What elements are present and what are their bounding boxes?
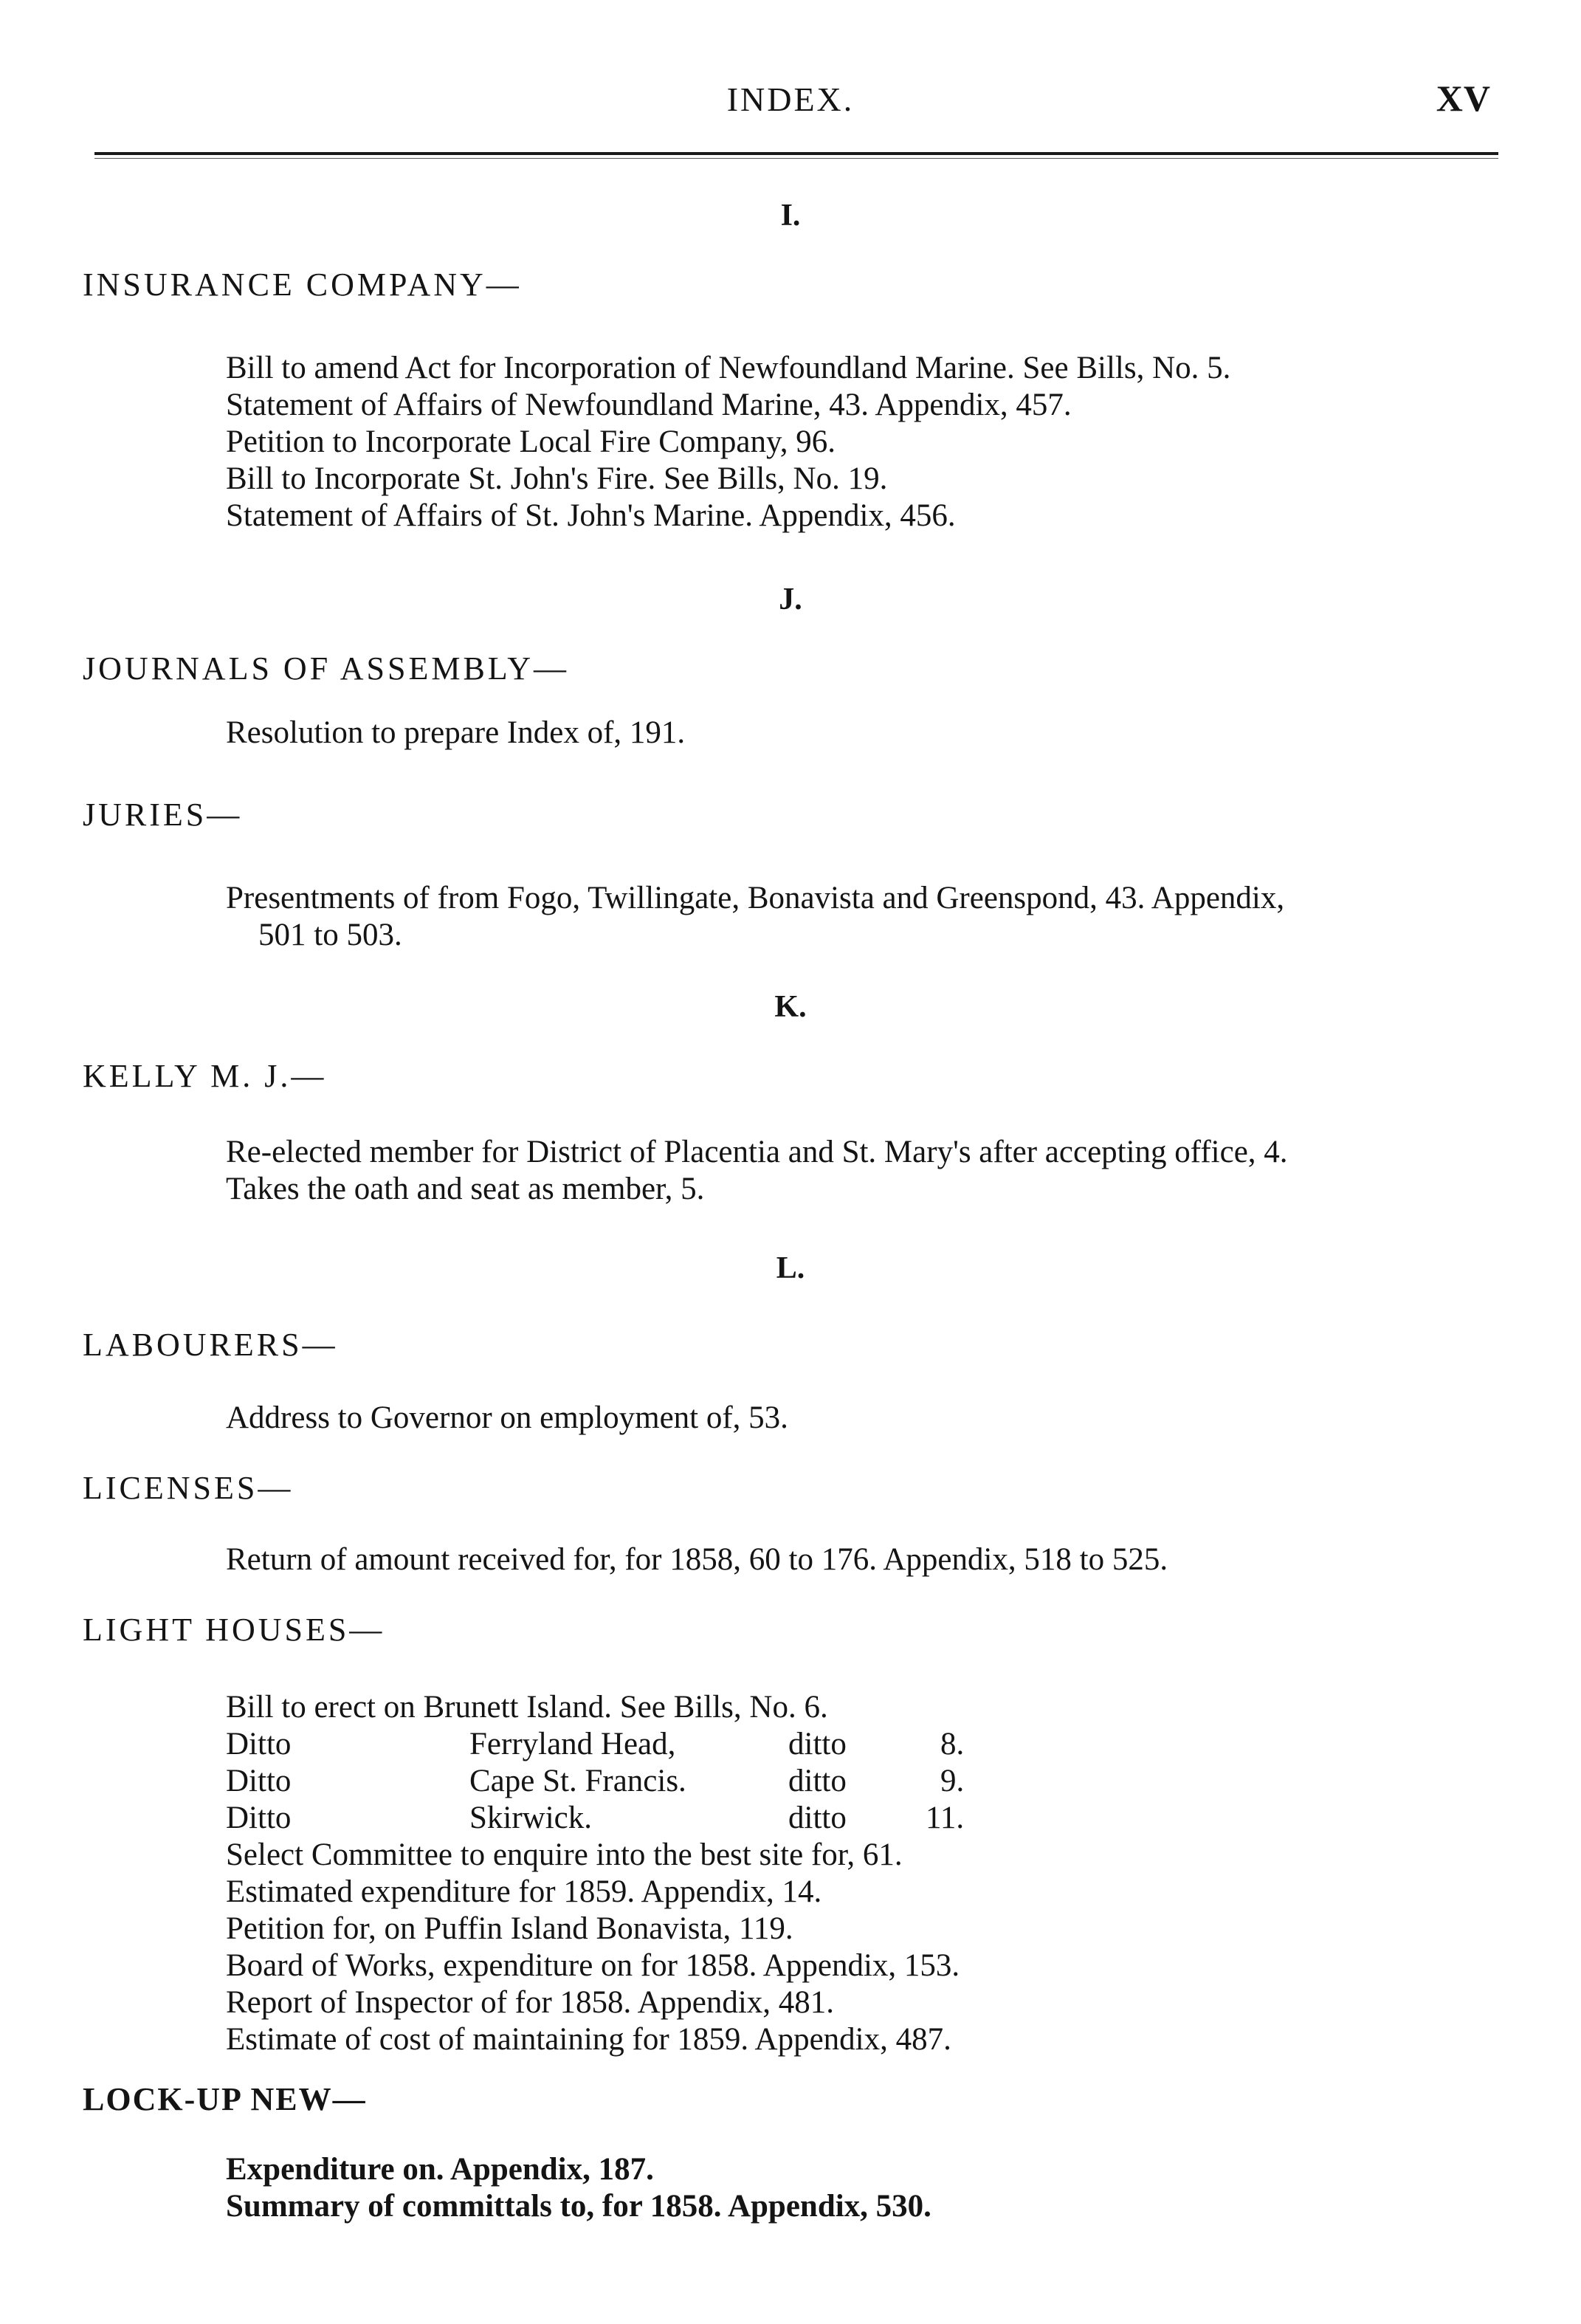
ditto-place: Cape St. Francis. xyxy=(469,1764,686,1798)
ditto-number: 9. xyxy=(940,1764,965,1798)
index-entry: Presentments of from Fogo, Twillingate, Bonavista and Greenspond, 43. Appendix, xyxy=(226,881,1285,915)
index-entry: Petition for, on Puffin Island Bonavista, 119. xyxy=(226,1911,793,1946)
index-entry: Report of Inspector of for 1858. Appendix, 481. xyxy=(226,1985,835,2020)
index-entry: Address to Governor on employment of, 53. xyxy=(226,1400,788,1435)
ditto-ref: ditto xyxy=(788,1727,847,1761)
index-entry: Statement of Affairs of Newfoundland Marine, 43. Appendix, 457. xyxy=(226,388,1072,422)
index-entry: Bill to Incorporate St. John's Fire. See Bills, No. 19. xyxy=(226,461,888,496)
index-entry: Resolution to prepare Index of, 191. xyxy=(226,715,686,750)
header-rule-thin xyxy=(94,158,1498,159)
heading-licenses: LICENSES— xyxy=(83,1470,294,1506)
ditto-label: Ditto xyxy=(226,1801,292,1835)
index-entry: Return of amount received for, for 1858, 60 to 176. Appendix, 518 to 525. xyxy=(226,1542,1168,1577)
page-number: XV xyxy=(1436,78,1491,119)
heading-labourers: LABOURERS— xyxy=(83,1327,338,1363)
heading-lock-up-new: LOCK-UP NEW— xyxy=(83,2081,367,2117)
ditto-ref: ditto xyxy=(788,1801,847,1835)
ditto-ref: ditto xyxy=(788,1764,847,1798)
index-entry: Bill to erect on Brunett Island. See Bills, No. 6. xyxy=(226,1690,828,1725)
heading-insurance-company: INSURANCE COMPANY— xyxy=(83,267,522,303)
heading-juries: JURIES— xyxy=(83,797,243,833)
ditto-place: Skirwick. xyxy=(469,1801,593,1835)
index-entry: Statement of Affairs of St. John's Marine. Appendix, 456. xyxy=(226,498,956,533)
page-header-title: INDEX. xyxy=(726,80,855,118)
ditto-number: 8. xyxy=(940,1727,965,1761)
index-entry: Board of Works, expenditure on for 1858. Appendix, 153. xyxy=(226,1948,960,1983)
index-entry: Select Committee to enquire into the best site for, 61. xyxy=(226,1837,903,1872)
section-letter-j: J. xyxy=(779,582,802,616)
index-entry: Re-elected member for District of Placentia and St. Mary's after accepting office, 4. xyxy=(226,1135,1288,1169)
index-entry: Summary of committals to, for 1858. Appendix, 530. xyxy=(226,2189,931,2224)
index-entry: Estimated expenditure for 1859. Appendix, 14. xyxy=(226,1874,822,1909)
index-entry: Takes the oath and seat as member, 5. xyxy=(226,1172,705,1206)
section-letter-l: L. xyxy=(776,1251,805,1285)
index-entry: Bill to amend Act for Incorporation of Newfoundland Marine. See Bills, No. 5. xyxy=(226,351,1231,385)
header-rule xyxy=(94,152,1498,155)
index-entry: Estimate of cost of maintaining for 1859. Appendix, 487. xyxy=(226,2022,951,2057)
index-entry-continuation: 501 to 503. xyxy=(258,918,402,952)
index-entry: Expenditure on. Appendix, 187. xyxy=(226,2152,654,2187)
ditto-label: Ditto xyxy=(226,1727,292,1761)
heading-kelly-mj: KELLY M. J.— xyxy=(83,1058,327,1094)
heading-light-houses: LIGHT HOUSES— xyxy=(83,1612,385,1648)
section-letter-i: I. xyxy=(780,199,801,233)
ditto-label: Ditto xyxy=(226,1764,292,1798)
heading-journals-of-assembly: JOURNALS OF ASSEMBLY— xyxy=(83,650,570,687)
ditto-number: 11. xyxy=(926,1801,965,1835)
section-letter-k: K. xyxy=(774,990,807,1024)
ditto-place: Ferryland Head, xyxy=(469,1727,676,1761)
index-entry: Petition to Incorporate Local Fire Company, 96. xyxy=(226,424,836,459)
